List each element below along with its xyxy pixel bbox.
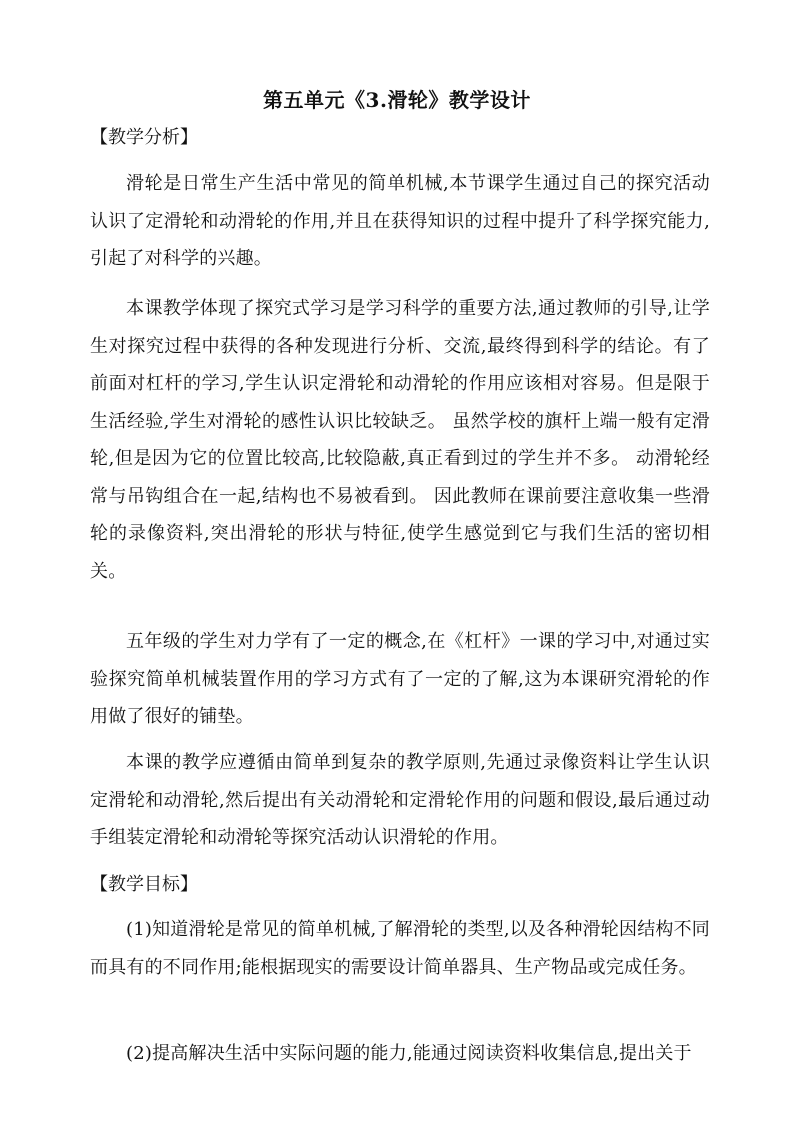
paragraph-goal-1: (1)知道滑轮是常见的简单机械,了解滑轮的类型,以及各种滑轮因结构不同而具有的不同作用;能根据现实的需要设计简单器具、生产物品或完成任务。 (90, 919, 710, 978)
document-title: 第五单元《3.滑轮》教学设计 (263, 88, 531, 112)
paragraph-goal-2: (2)提高解决生活中实际问题的能力,能通过阅读资料收集信息,提出关于 (126, 1043, 692, 1064)
section-heading-teaching-goals: 【教学目标】 (90, 874, 198, 895)
paragraph-analysis-4: 本课的教学应遵循由简单到复杂的教学原则,先通过录像资料让学生认识定滑轮和动滑轮,然后提出有关动滑轮和定滑轮作用的问题和假设,最后通过动手组装定滑轮和动滑轮等探究活动认识滑轮的作用。 (90, 752, 710, 848)
paragraph-analysis-1: 滑轮是日常生产生活中常见的简单机械,本节课学生通过自己的探究活动认识了定滑轮和动滑轮的作用,并且在获得知识的过程中提升了科学探究能力,引起了对科学的兴趣。 (90, 173, 710, 269)
paragraph-analysis-3: 五年级的学生对力学有了一定的概念,在《杠杆》一课的学习中,对通过实验探究简单机械装置作用的学习方式有了一定的了解,这为本课研究滑轮的作用做了很好的铺垫。 (90, 631, 710, 727)
paragraph-analysis-2: 本课教学体现了探究式学习是学习科学的重要方法,通过教师的引导,让学生对探究过程中获得的各种发现进行分析、交流,最终得到科学的结论。有了前面对杠杆的学习,学生认识定滑轮和动滑轮的作用应该相对容易。但是限于生活经验,学生对滑轮的感性认识比较缺乏。 虽然学校的旗杆上端一般有定滑轮,但是因为它的位置比较高,比较隐蔽,真正看到过的学生并不多。 动滑轮经常与吊钩组合在一起,结构也不易被看到。 因此教师在课前要注意收集一些滑轮的录像资料,突出滑轮的形状与特征,使学生感觉到它与我们生活的密切相关。 (90, 298, 710, 582)
section-heading-teaching-analysis: 【教学分析】 (90, 127, 198, 148)
